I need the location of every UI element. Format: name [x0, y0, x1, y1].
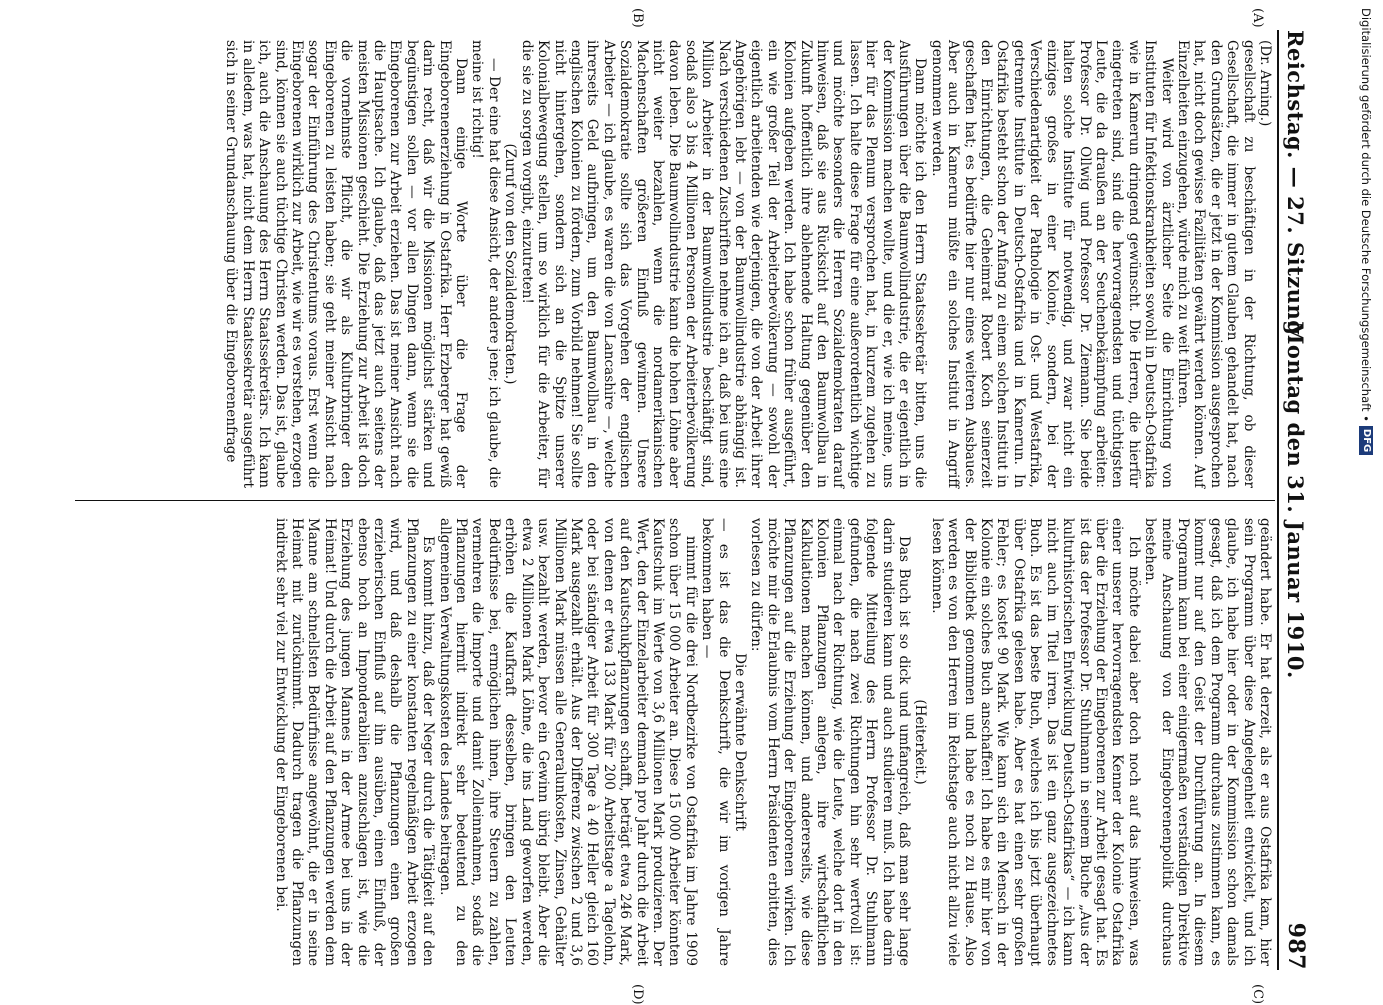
paragraph: — Der eine hat diese Ansicht, der andere jene; ich glaube, die meine ist richtig! [469, 40, 502, 488]
margin-marker-b: (B) [630, 8, 645, 28]
paragraph: Dann möchte ich den Herrn Staatssekretär bitten, uns die Ausführungen über die Baumwollindustrie, die er eigentlich in der Kommission machen wollte, und die er, wie ich meine, uns hier für das Plenum versprochen hat, in kurzem zugehen zu lassen. Ich halte diese Frage für eine außerordentlich wichtige und möchte besonders die Herren Sozialdemokraten darauf hinweisen, daß sie aus Rücksicht auf den Baumwollbau in Zukunft hoffentlich ihre ablehnende Haltung gegenüber den Kolonien aufgeben werden. Ich habe schon früher ausgeführt, ein wie großer Teil der Arbeiterbevölkerung — sowohl der eigentlich arbeitenden wie derjenigen, die von der Arbeit ihrer Angehörigen lebt — von der Baumwollindustrie abhängig ist. Nach verschiedenen Zuschriften nehme ich an, daß bei uns eine Million Arbeiter in der Baumwollindustrie beschäftigt sind, sodaß also 3 bis 4 Millionen Personen der Arbeiterbevölkerung davon leben. Die Baumwollindustrie kann die hohen Löhne aber nicht weiter bezahlen, wenn die nordamerikanischen Machenschaften größeren Einfluß gewinnen. Unsere Sozialdemokratie sollte sich das Vorgehen der englischen Arbeiter — ich glaube, es waren die von Lancashire —, welche ihrerseits Geld aufbringen, um den Baumwollbau in den englischen Kolonien zu fördern, zum Vorbild nehmen! Sie sollte nicht hintergehen, sondern sich an die Spitze unserer Kolonialbewegung stellen, um so wirklich für die Arbeiter, für die sie zu sorgen vorgibt, einzutreten! [518, 40, 929, 488]
column-divider [75, 500, 1275, 501]
paragraph: Es kommt hinzu, daß der Neger durch die Tätigkeit auf den Pflanzungen zu einer konstanten regelmäßigen Arbeit erzogen wird, und daß deshalb die Pflanzungen einen großen erzieherischen Einfluß auf ihn ausüben, einen Einfluß, der ebenso hoch an Imponderabilien anzuschlagen ist, wie die Erziehung des jungen Mannes in der Armee bei uns in der Heimat! Und durch die Arbeit auf den Pflanzungen werden dem Manne am schnellsten Bedürfnisse angewöhnt, die er in seine Heimat mit zurücknimmt. Dadurch tragen die Pflanzungen indirekt sehr viel zur Entwicklung der Eingeborenen bei. [272, 518, 437, 966]
paragraph: Das Buch ist so dick und umfangreich, daß man sehr lange darin studieren kann und auch studieren muß. Ich habe darin folgende Mitteilung des Herrn Professor Dr. Stuhlmann gefunden, die nach zwei Richtungen hin sehr wertvoll ist: einmal nach der Richtung, wie die Leute, welche dort in den Kolonien Pflanzungen anlegen, ihre wirtschaftlichen Kalkulationen machen können, und andererseits, wie diese Pflanzungen auf die Erziehung der Eingeborenen wirken. Ich möchte mir die Erlaubnis vom Herrn Präsidenten erbitten, dies vorlesen zu dürfen: [748, 518, 913, 966]
paragraph: — es ist das die Denkschrift, die wir im vorigen Jahre bekommen haben — [699, 518, 732, 966]
paragraph: geändert habe. Er hat derzeit, als er aus Ostafrika kam, hier sein Programm über diese Angelegenheit entwickelt, und ich glaube, ich habe hier oder in der Kommission schon damals gesagt, daß ich dem Programm durchaus zustimmen kann, es kommt nur auf den Geist der Durchführung an. In diesem Programm kann bei einer einigermaßen verständigen Direktive meine Anschauung von der Eingeborenenpolitik durchaus bestehen. [1142, 518, 1273, 966]
interjection: Die erwähnte Denkschrift [732, 653, 748, 831]
paragraph: Dann einige Worte über die Frage der Eingeborenenerziehung in Ostafrika. Herr Erzberger hat gewiß darin recht, daß wir die Missionen möglichst stärken und begünstigen sollen — vor allen Dingen dann, wenn sie die Eingeborenen zur Arbeit erziehen. Das ist meiner Ansicht nach die Hauptsache. Ich glaube, daß das jetzt auch seitens der meisten Missionen geschieht. Die Erziehung zur Arbeit ist doch die vornehmste Pflicht, die wir als Kulturbringer den Eingeborenen zu leisten haben; sie geht meiner Ansicht nach sogar der Einführung des Christentums voraus. Erst wenn die Eingeborenen wirklich zur Arbeit, wie wir es verstehen, erzogen sind, können sie auch tüchtige Christen werden. Das ist, glaube ich, auch die Anschauung des Herrn Staatssekretärs. Ich kann in alledem, was hat, nicht dem Herrn Staatssekretär ausgeführt sich in seiner Grundanschauung über die Eingeborenenfrage [223, 40, 470, 488]
dfg-logo: DFG [1359, 426, 1373, 455]
credit-text: Digitalisierung gefördert durch die Deutsche Forschungsgemeinschaft • [1359, 8, 1373, 422]
scanned-page [35, 0, 1345, 1005]
header-rule [1277, 30, 1279, 970]
paragraph: gesellschaft zu beschäftigen in der Richtung, ob dieser Gesellschaft, die immer in gutem Glauben gehandelt hat, nach den Grundsätzen, die er jetzt in der Kommission ausgesprochen hat, nicht doch gewisse Fazilitäten gewährt werden können. Auf Einzelheiten einzugehen, würde mich zu weit führen. [1174, 40, 1257, 488]
interjection: (Zuruf von den Sozialdemokraten.) [502, 143, 519, 385]
session-date: Montag den 31. Januar 1910. [1283, 321, 1308, 679]
left-column [223, 40, 1273, 488]
paragraph: Ich möchte dabei aber doch noch auf das hinweisen, was einer unserer hervorragendsten Kenner der Kolonie Ostafrika über die Erziehung der Eingeborenen zur Arbeit gesagt hat. Es ist das der Professor Dr. Stuhlmann in seinem Buche „Aus der kulturhistorischen Entwicklung Deutsch-Ostafrikas“ — ich kann nicht auch im Titel irren. Das ist ein ganz ausgezeichnetes Buch. Es ist das beste Buch, welches ich bis jetzt überhaupt über Ostafrika gelesen habe. Aber es hat einen sehr großen Fehler; es kostet 90 Mark. Wie kann sich ein Mensch in der Kolonie ein solches Buch anschaffen! Ich habe es mir hier von der Bibliothek genommen und habe es noch zu Hause. Also werden es von den Herren im Reichstage auch nicht allzu viele lesen können. [928, 518, 1142, 966]
margin-marker-a: (A) [1250, 8, 1265, 28]
digitization-credit [1355, 8, 1377, 992]
page-header [1283, 30, 1319, 970]
margin-marker-c: (C) [1250, 984, 1265, 1005]
interjection: (Heiterkeit.) [912, 699, 929, 785]
page-number: 987 [1283, 922, 1309, 970]
session-title: Reichstag. — 27. Sitzung. [1283, 30, 1308, 344]
margin-marker-d: (D) [630, 984, 645, 1005]
paragraph: Weiter wird von ärztlicher Seite die Einrichtung von Instituten für Infektionskrankheiten sowohl in Deutsch-Ostafrika wie in Kamerun dringend gewünscht. Die Herren, die hierfür eingetreten sind, sind die hervorragendsten und tüchtigsten Leute, die da draußen an der Seuchenbekämpfung arbeiten: Professor Dr. Ollwig und Professor Dr. Ziemann. Sie beide halten solche Institute für notwendig, und zwar nicht ein einziges großes in einer Kolonie, sondern, bei der Verschiedenartigkeit der Pathologie in Ost- und Westafrika, getrennte Institute in Deutsch-Ostafrika und in Kamerun. In Ostafrika besteht schon der Anfang zu einem solchen Institut in den Einrichtungen, die Geheimrat Robert Koch seinerzeit geschaffen hat; es bedürfte hier nur eines weiteren Ausbaues. Aber auch in Kamerun müßte ein solches Institut in Angriff genommen werden. [928, 40, 1175, 488]
speaker-name: (Dr. Arning.) [1257, 40, 1273, 127]
right-column [272, 518, 1273, 966]
quoted-text: nimmt für die drei Nordbezirke von Ostafrika im Jahre 1909 schon über 15 000 Arbeiter an. Diese 15 000 Arbeiter könnten Kautschuk im Werte von 3,6 Millionen Mark produzieren. Der Wert, den der Einzelarbeiter demnach pro Jahr durch die Arbeit auf den Kautschukpflanzungen schafft, beträgt etwa 246 Mark, von denen er etwa 133 Mark für 200 Arbeitstage a Tagelohn, oder bei ständiger Arbeit für 300 Tage à 40 Heller gleich 160 Mark ausgezahlt erhält. Aus der Differenz zwischen 2 und 3,6 Millionen Mark müssen alle Generalunkosten, Zinsen, Gehälter usw. bezahlt werden, bevor ein Gewinn übrig bleibt. Aber die etwa 2 Millionen Mark Löhne, die ins Land geworfen werden, erhöhen die Kaufkraft desselben, bringen den Leuten Bedürfnisse bei, ermöglichen ihnen, ihre Steuern zu zahlen, vermehren die Importe und damit Zolleinnahmen, sodaß die Pflanzungen hiermit indirekt sehr bedeutend zu den allgemeinen Verwaltungskosten des Landes beitragen. [436, 518, 699, 966]
